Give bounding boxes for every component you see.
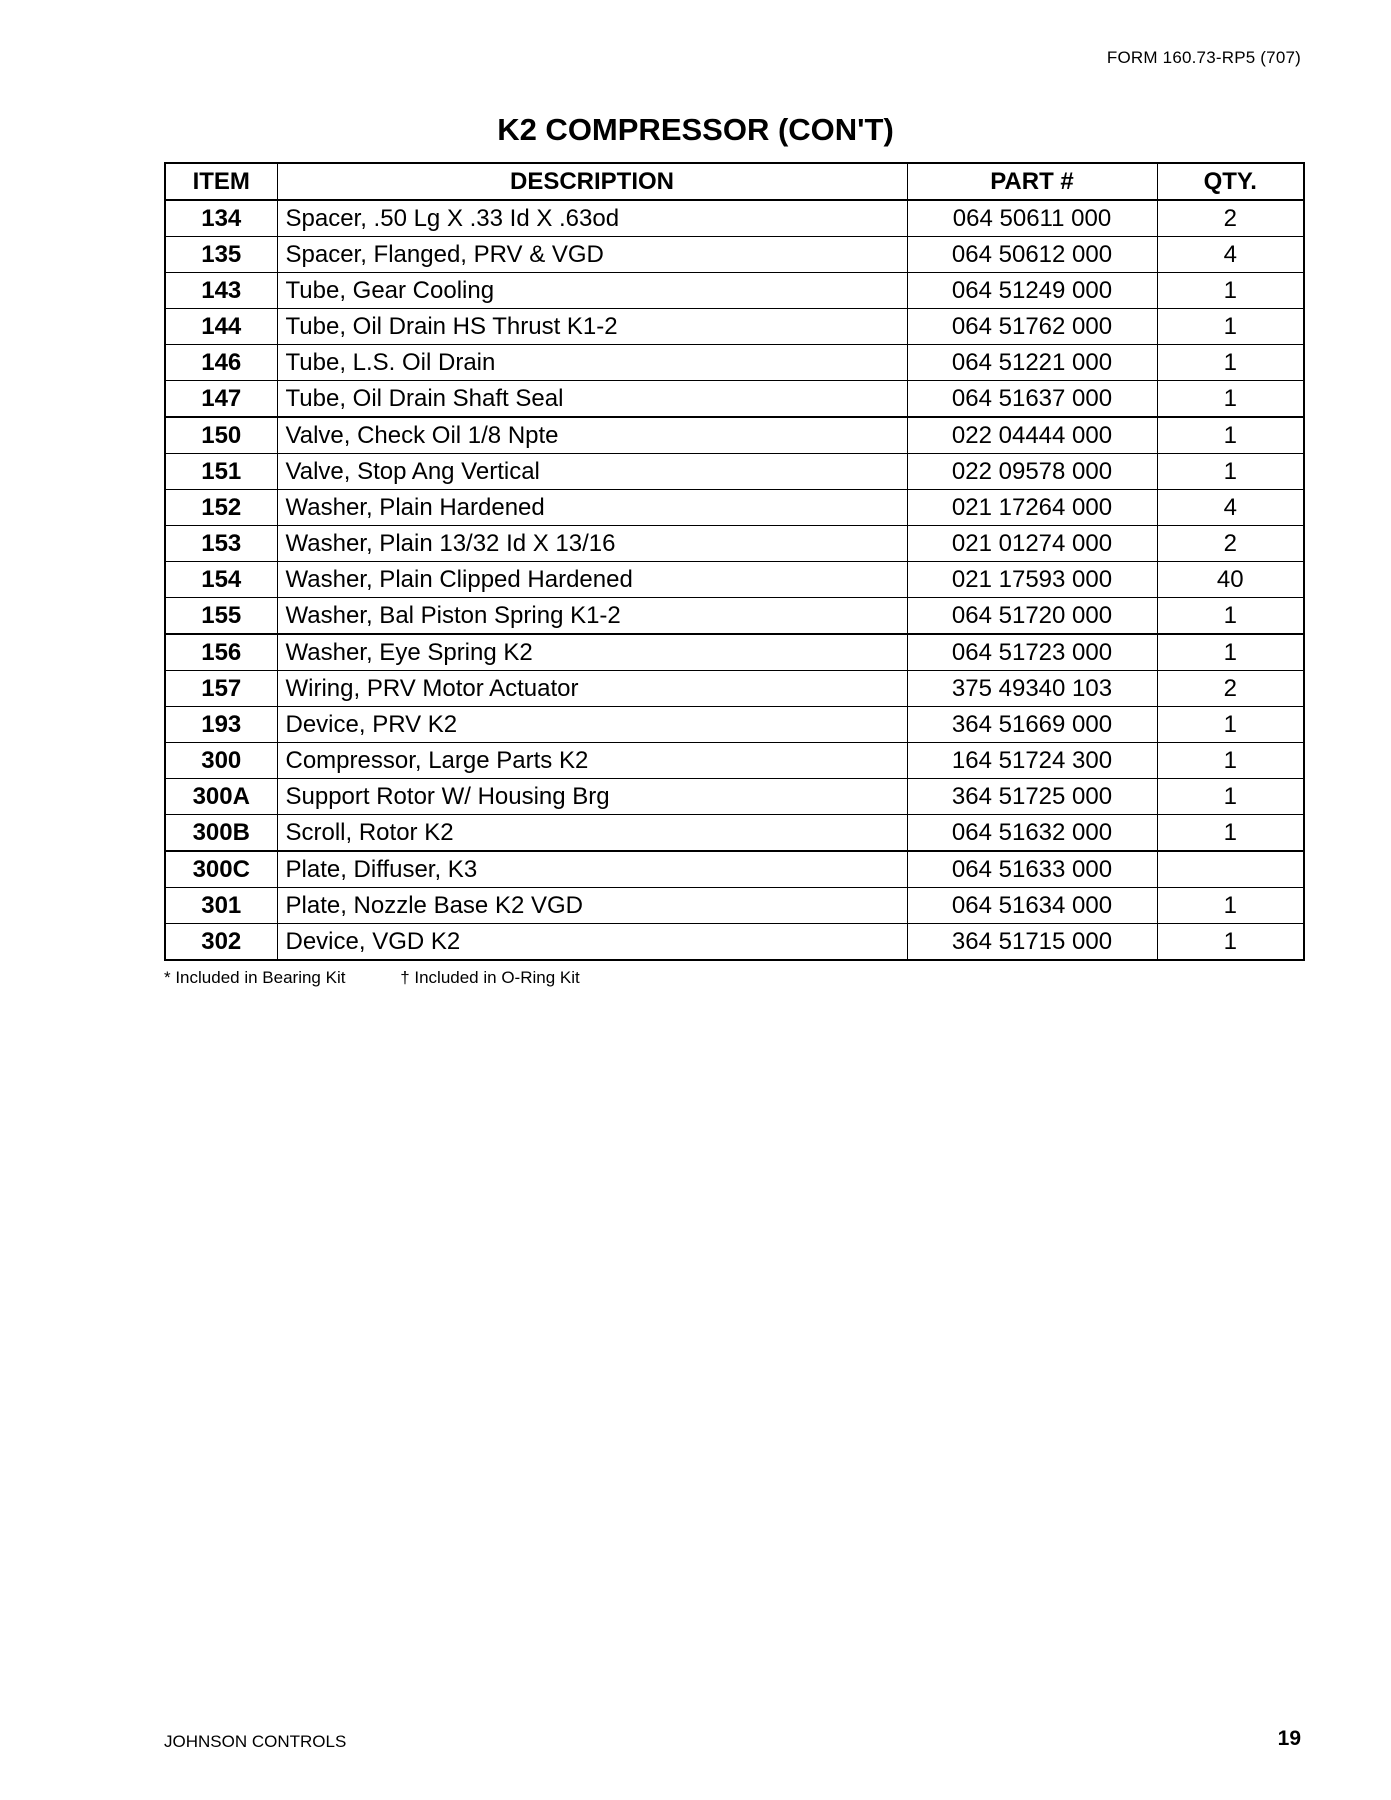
table-row (165, 454, 1304, 490)
table-row (165, 743, 1304, 779)
footnote-bearing-kit: * Included in Bearing Kit (164, 968, 346, 987)
item-cell: 134 (165, 200, 277, 237)
part-number-cell: 064 51762 000 (907, 309, 1157, 345)
quantity-cell (1157, 851, 1304, 888)
item-cell: 150 (165, 417, 277, 454)
description-cell: Tube, L.S. Oil Drain (277, 345, 907, 381)
part-number-cell: 064 51249 000 (907, 273, 1157, 309)
part-number-cell: 064 51221 000 (907, 345, 1157, 381)
quantity-cell: 1 (1157, 309, 1304, 345)
description-cell: Spacer, Flanged, PRV & VGD (277, 237, 907, 273)
item-cell: 153 (165, 526, 277, 562)
description-cell: Device, VGD K2 (277, 924, 907, 961)
quantity-cell: 1 (1157, 273, 1304, 309)
table-row (165, 490, 1304, 526)
item-cell: 144 (165, 309, 277, 345)
quantity-cell: 4 (1157, 237, 1304, 273)
item-cell: 135 (165, 237, 277, 273)
item-cell: 301 (165, 888, 277, 924)
item-cell: 300 (165, 743, 277, 779)
description-cell: Wiring, PRV Motor Actuator (277, 671, 907, 707)
description-cell: Washer, Plain Clipped Hardened (277, 562, 907, 598)
description-cell: Washer, Eye Spring K2 (277, 634, 907, 671)
part-number-cell: 375 49340 103 (907, 671, 1157, 707)
description-cell: Spacer, .50 Lg X .33 Id X .63od (277, 200, 907, 237)
item-cell: 156 (165, 634, 277, 671)
description-cell: Compressor, Large Parts K2 (277, 743, 907, 779)
description-cell: Washer, Plain Hardened (277, 490, 907, 526)
description-cell: Device, PRV K2 (277, 707, 907, 743)
table-row (165, 345, 1304, 381)
table-row (165, 273, 1304, 309)
table-row (165, 562, 1304, 598)
table-row (165, 888, 1304, 924)
part-number-cell: 022 04444 000 (907, 417, 1157, 454)
quantity-cell: 1 (1157, 381, 1304, 418)
item-cell: 302 (165, 924, 277, 961)
part-number-cell: 021 17593 000 (907, 562, 1157, 598)
item-cell: 147 (165, 381, 277, 418)
quantity-cell: 1 (1157, 924, 1304, 961)
description-cell: Washer, Bal Piston Spring K1-2 (277, 598, 907, 635)
table-row (165, 851, 1304, 888)
table-row (165, 924, 1304, 961)
part-number-cell: 021 17264 000 (907, 490, 1157, 526)
table-row (165, 779, 1304, 815)
item-cell: 157 (165, 671, 277, 707)
page-number: 19 (1277, 1727, 1301, 1750)
item-cell: 155 (165, 598, 277, 635)
quantity-cell: 1 (1157, 454, 1304, 490)
item-cell: 300B (165, 815, 277, 852)
column-header-description: DESCRIPTION (277, 163, 907, 200)
item-cell: 193 (165, 707, 277, 743)
quantity-cell: 2 (1157, 200, 1304, 237)
quantity-cell: 40 (1157, 562, 1304, 598)
part-number-cell: 064 51720 000 (907, 598, 1157, 635)
quantity-cell: 1 (1157, 707, 1304, 743)
column-header-quantity: QTY. (1157, 163, 1304, 200)
part-number-cell: 164 51724 300 (907, 743, 1157, 779)
table-row (165, 671, 1304, 707)
item-cell: 146 (165, 345, 277, 381)
description-cell: Plate, Nozzle Base K2 VGD (277, 888, 907, 924)
description-cell: Valve, Check Oil 1/8 Npte (277, 417, 907, 454)
part-number-cell: 364 51669 000 (907, 707, 1157, 743)
part-number-cell: 064 51633 000 (907, 851, 1157, 888)
parts-table (164, 162, 1305, 961)
part-number-cell: 064 51637 000 (907, 381, 1157, 418)
item-cell: 154 (165, 562, 277, 598)
table-row (165, 381, 1304, 418)
quantity-cell: 1 (1157, 417, 1304, 454)
company-name: JOHNSON CONTROLS (164, 1732, 347, 1751)
table-row (165, 309, 1304, 345)
description-cell: Scroll, Rotor K2 (277, 815, 907, 852)
part-number-cell: 064 51634 000 (907, 888, 1157, 924)
quantity-cell: 4 (1157, 490, 1304, 526)
part-number-cell: 064 51632 000 (907, 815, 1157, 852)
description-cell: Plate, Diffuser, K3 (277, 851, 907, 888)
item-cell: 300C (165, 851, 277, 888)
table-row (165, 634, 1304, 671)
part-number-cell: 021 01274 000 (907, 526, 1157, 562)
item-cell: 143 (165, 273, 277, 309)
item-cell: 151 (165, 454, 277, 490)
quantity-cell: 1 (1157, 779, 1304, 815)
description-cell: Tube, Oil Drain HS Thrust K1-2 (277, 309, 907, 345)
quantity-cell: 2 (1157, 526, 1304, 562)
quantity-cell: 1 (1157, 345, 1304, 381)
item-cell: 300A (165, 779, 277, 815)
description-cell: Washer, Plain 13/32 Id X 13/16 (277, 526, 907, 562)
part-number-cell: 064 51723 000 (907, 634, 1157, 671)
quantity-cell: 1 (1157, 598, 1304, 635)
table-row (165, 526, 1304, 562)
description-cell: Valve, Stop Ang Vertical (277, 454, 907, 490)
quantity-cell: 1 (1157, 634, 1304, 671)
quantity-cell: 1 (1157, 888, 1304, 924)
table-row (165, 200, 1304, 237)
description-cell: Support Rotor W/ Housing Brg (277, 779, 907, 815)
table-row (165, 237, 1304, 273)
table-row (165, 707, 1304, 743)
part-number-cell: 022 09578 000 (907, 454, 1157, 490)
page-title: K2 COMPRESSOR (CON'T) (497, 112, 894, 147)
column-header-item: ITEM (165, 163, 277, 200)
parts-table-body (165, 200, 1304, 960)
quantity-cell: 1 (1157, 815, 1304, 852)
part-number-cell: 064 50611 000 (907, 200, 1157, 237)
table-row (165, 417, 1304, 454)
description-cell: Tube, Oil Drain Shaft Seal (277, 381, 907, 418)
part-number-cell: 064 50612 000 (907, 237, 1157, 273)
quantity-cell: 1 (1157, 743, 1304, 779)
item-cell: 152 (165, 490, 277, 526)
form-number: FORM 160.73-RP5 (707) (1106, 48, 1301, 67)
part-number-cell: 364 51715 000 (907, 924, 1157, 961)
quantity-cell: 2 (1157, 671, 1304, 707)
part-number-cell: 364 51725 000 (907, 779, 1157, 815)
table-row (165, 815, 1304, 852)
footnotes (164, 968, 580, 988)
table-row (165, 598, 1304, 635)
footnote-o-ring-kit: † Included in O-Ring Kit (400, 968, 580, 987)
description-cell: Tube, Gear Cooling (277, 273, 907, 309)
column-header-part-number: PART # (907, 163, 1157, 200)
table-header-row (165, 163, 1304, 200)
